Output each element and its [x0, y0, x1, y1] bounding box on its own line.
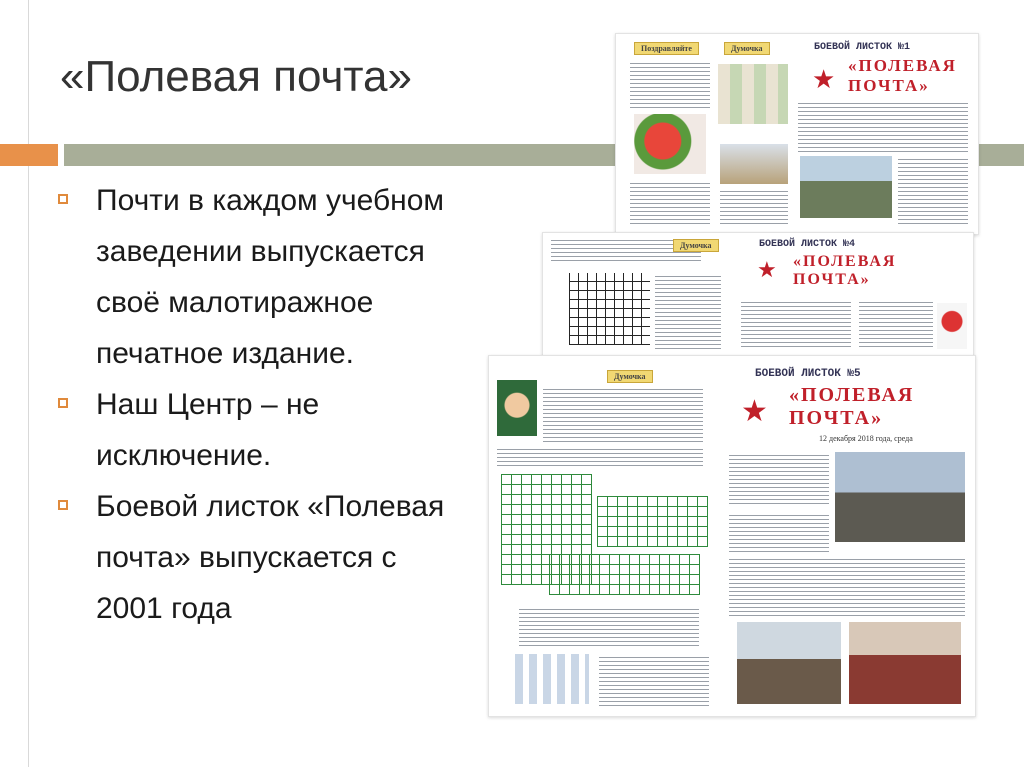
bullet-text: Боевой листок «Полевая почта» выпускается с 2001 года — [96, 490, 445, 625]
newsletter-1-game-image — [718, 64, 788, 124]
bullet-square-icon — [58, 398, 68, 408]
bullet-square-icon — [58, 194, 68, 204]
bullet-text: Наш Центр – не исключение. — [96, 388, 320, 472]
newsletter-5-text-block — [729, 556, 965, 616]
bullet-item — [58, 481, 458, 634]
newsletter-5-header: БОЕВОЙ ЛИСТОК №5 — [755, 368, 861, 380]
star-emblem-icon: ★ — [812, 64, 836, 94]
slide-title: «Полевая почта» — [60, 52, 412, 101]
newsletter-4-santa-image — [937, 303, 967, 349]
newsletter-5-text-block — [599, 654, 709, 706]
newsletter-1-text-block — [798, 100, 968, 152]
bullet-item — [58, 379, 458, 481]
newsletter-1-banner-left: Поздравляйте — [634, 42, 699, 55]
newsletter-5-stockings-image — [509, 654, 589, 704]
newsletter-5-crossword — [597, 496, 708, 547]
newsletter-5-soldier-image — [497, 380, 537, 436]
star-emblem-icon: ★ — [757, 257, 777, 282]
newsletter-5-group-photo — [737, 622, 841, 704]
bullet-text: Почти в каждом учебном заведении выпускается своё малотиражное печатное издание. — [96, 184, 445, 370]
newsletter-5-banner: Думочка — [607, 370, 653, 383]
newsletter-5-text-block — [729, 512, 829, 552]
newsletter-5-thumbnail — [488, 355, 976, 717]
newsletter-1-flower-image — [634, 114, 706, 174]
accent-band-orange — [0, 144, 58, 166]
newsletter-4-text-block — [741, 299, 851, 349]
newsletter-1-landscape-image — [720, 144, 788, 184]
newsletter-5-crossword — [549, 554, 700, 595]
newsletter-5-ceremony-photo — [849, 622, 961, 704]
newsletter-5-date: 12 декабря 2018 года, среда — [819, 434, 913, 443]
newsletter-5-text-block — [497, 446, 703, 468]
newsletter-5-text-block — [729, 452, 829, 506]
newsletter-4-text-block — [859, 299, 933, 349]
newsletter-1-text-block — [630, 60, 710, 110]
newsletter-4-header: БОЕВОЙ ЛИСТОК №4 — [759, 239, 856, 250]
newsletter-1-text-block — [630, 180, 710, 226]
bullet-list — [58, 175, 458, 634]
newsletter-4-text-block — [655, 273, 721, 349]
newsletter-4-thumbnail — [542, 232, 974, 358]
newsletter-1-thumbnail — [615, 33, 979, 235]
newsletter-1-banner-right: Думочка — [724, 42, 770, 55]
newsletter-1-text-block — [898, 156, 968, 226]
star-emblem-icon: ★ — [741, 395, 768, 428]
bullet-square-icon — [58, 500, 68, 510]
newsletter-5-text-block — [519, 606, 699, 646]
newsletter-4-banner: Думочка — [673, 239, 719, 252]
newsletter-1-text-block — [720, 188, 788, 226]
newsletter-5-title: «ПОЛЕВАЯ ПОЧТА» — [789, 384, 915, 429]
newsletter-1-title: «ПОЛЕВАЯ ПОЧТА» — [848, 56, 957, 95]
newsletter-5-event-photo — [835, 452, 965, 542]
newsletter-4-crossword — [569, 273, 650, 345]
left-border-line — [28, 0, 29, 767]
bullet-item — [58, 175, 458, 379]
newsletter-1-group-photo — [800, 156, 892, 218]
newsletter-1-header: БОЕВОЙ ЛИСТОК №1 — [814, 42, 911, 53]
newsletter-5-text-block — [543, 386, 703, 442]
newsletter-4-title: «ПОЛЕВАЯ ПОЧТА» — [793, 253, 897, 288]
